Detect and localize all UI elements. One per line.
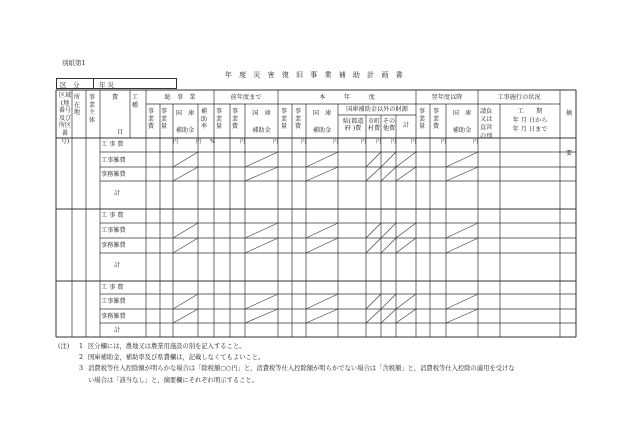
header-contract-type: 請負又は直営の別 (480, 108, 493, 140)
header-next-gov-subsidy: 補助金 (452, 127, 472, 134)
header-prev-amount: 事業量 (215, 108, 223, 131)
header-total-amount: 事業量 (160, 108, 168, 131)
grid-line (173, 238, 198, 253)
header-curr-municipal: 市町村費 (367, 118, 381, 132)
header-prev-cost: 事業費 (231, 108, 239, 131)
note-text: 国庫補助金，補助率及び県費欄は，記載しなくてもよいこと。 (88, 354, 265, 362)
grid-line (381, 167, 396, 181)
header-total-gov-subsidy: 補助金 (175, 127, 195, 134)
header-total-project: 総 事 業 (164, 94, 196, 101)
header-curr-cost: 事業費 (294, 108, 302, 131)
row-label-construction-misc: 工事雑費 (101, 227, 126, 234)
header-period-from: 年 月 日から (512, 117, 548, 124)
row-label-office-misc: 事務雑費 (101, 171, 126, 178)
note-number: 2 (79, 354, 84, 362)
unit-prev-gov: 円 (273, 139, 279, 145)
header-total-cost: 事業費 (147, 108, 155, 131)
grid-line (245, 238, 278, 253)
grid-line (173, 294, 198, 309)
row-label-construction-cost: 工 事 費 (101, 284, 124, 291)
grid-line (245, 223, 278, 238)
grid-line (446, 223, 478, 238)
grid-line (396, 294, 416, 309)
note-number: 3 (79, 365, 84, 373)
grid-line (446, 152, 478, 167)
row-label-total: 計 (114, 327, 121, 334)
grid-line (396, 223, 416, 238)
header-current-year: 本 年 度 (319, 94, 375, 101)
unit-curr-gov: 円 (333, 139, 339, 145)
header-prev-gov: 国 庫 (252, 110, 271, 117)
grid-line (173, 309, 198, 323)
unit-prev-cost: 円 (240, 139, 246, 145)
grid-line (446, 309, 478, 323)
grid-line (381, 152, 396, 167)
grid-line (306, 294, 338, 309)
header-entity: 事業主体 (88, 94, 96, 124)
header-prev-gov-subsidy: 補助金 (252, 127, 271, 134)
header-curr-other-sources: 国庫補助金以外の財源 (346, 106, 408, 113)
header-remarks: 摘 要 (565, 110, 579, 157)
row-label-office-misc: 事務雑費 (101, 313, 126, 320)
header-total-gov: 国 庫 (175, 110, 195, 117)
header-cost-item-bottom: 目 (117, 129, 124, 136)
row-label-total: 計 (114, 190, 121, 197)
row-label-construction-cost: 工 事 費 (101, 141, 124, 148)
grid-line (396, 152, 416, 167)
header-construction-status: 工事施行の状況 (497, 94, 541, 101)
grid-line (306, 223, 338, 238)
grid-line (396, 167, 416, 181)
header-curr-prefecture: 県(都道府 )費 (342, 118, 364, 132)
grid-line (366, 223, 381, 238)
unit-total-gov: 円 (196, 139, 202, 145)
note-item (58, 352, 598, 363)
header-curr-gov: 国 庫 (312, 110, 332, 117)
header-cost-item-top: 費 (112, 94, 119, 101)
grid-line (366, 294, 381, 309)
grid-line (366, 152, 381, 167)
header-next-cost: 事業費 (432, 108, 440, 131)
header-next-years: 翌年度以降 (431, 94, 463, 101)
header-construction-type: 工種 (131, 94, 139, 109)
row-label-construction-misc: 工事雑費 (101, 157, 126, 164)
row-label-office-misc: 事務雑費 (101, 242, 126, 249)
row-label-construction-misc: 工事雑費 (101, 298, 126, 305)
grid-line (446, 294, 478, 309)
header-curr-sum: 計 (403, 122, 410, 129)
grid-line (245, 309, 278, 323)
grid-line (173, 167, 198, 181)
header-curr-gov-subsidy: 補助金 (312, 127, 332, 134)
header-next-amount: 事業量 (418, 108, 426, 131)
header-curr-amount: 事業量 (280, 108, 288, 131)
unit-next-cost: 円 (441, 139, 447, 145)
note-text: 消費税等仕入控除額が明らかな場合は「除税額○○円」と，消費税等仕入控除額が明らかでない場合は「含税額」と，消費税等仕入控除の適用を受けな (88, 365, 515, 373)
note-item (58, 341, 598, 352)
note-number: 1 (79, 343, 84, 350)
grid-line (245, 294, 278, 309)
grid-line (306, 152, 338, 167)
header-curr-others: その他費 (382, 118, 396, 132)
grid-line (381, 309, 396, 323)
grid-line (446, 167, 478, 181)
header-period: 工 期 (517, 108, 543, 115)
unit-curr-sum: 円 (411, 139, 417, 145)
header-area-number: 区域 (地番号及び所区番号) (58, 92, 72, 145)
grid-line (366, 309, 381, 323)
header-subsidy-rate: 補助率 (200, 108, 208, 131)
note-text: 区分欄には，農地又は農業用施設の別を記入すること。 (88, 343, 246, 350)
unit-curr-pref: 円 (361, 139, 367, 145)
grid-line (173, 152, 198, 167)
grid-line (306, 309, 338, 323)
grid-line (381, 238, 396, 253)
header-prev-years: 前年度まで (230, 94, 262, 101)
notes-mark: (注) (58, 343, 70, 350)
grid-line (366, 167, 381, 181)
grid-line (381, 223, 396, 238)
unit-next-gov: 円 (473, 139, 479, 145)
grid-line (306, 238, 338, 253)
category-value: 年 災 (99, 80, 115, 89)
unit-curr-cost: 円 (301, 139, 307, 145)
grid-line (381, 294, 396, 309)
header-next-gov: 国 庫 (452, 110, 472, 117)
row-label-total: 計 (114, 262, 121, 269)
grid-line (245, 167, 278, 181)
grid-line (306, 167, 338, 181)
unit-curr-others: 円 (391, 139, 397, 145)
header-location: 所在地 (73, 94, 81, 117)
unit-total-cost: 円 (173, 139, 179, 145)
note-item (58, 363, 598, 385)
grid-line (396, 309, 416, 323)
notes-section (58, 341, 598, 386)
grid-line (446, 238, 478, 253)
unit-curr-city: 円 (376, 139, 382, 145)
unit-rate: % (210, 139, 215, 145)
grid-line (396, 238, 416, 253)
grid-line (366, 238, 381, 253)
document-title: 年 度 災 害 復 旧 事 業 補 助 計 画 書 (224, 71, 406, 79)
header-period-to: 年 月 日まで (512, 126, 548, 133)
row-label-construction-cost: 工 事 費 (101, 212, 124, 219)
note-text-continued: い場合は「該当なし」と，摘要欄にそれぞれ明示すること。 (88, 376, 259, 384)
form-number-label: 別紙第1 (62, 59, 86, 67)
category-label: 区 分 (60, 80, 80, 89)
grid-line (173, 223, 198, 238)
grid-line (245, 152, 278, 167)
